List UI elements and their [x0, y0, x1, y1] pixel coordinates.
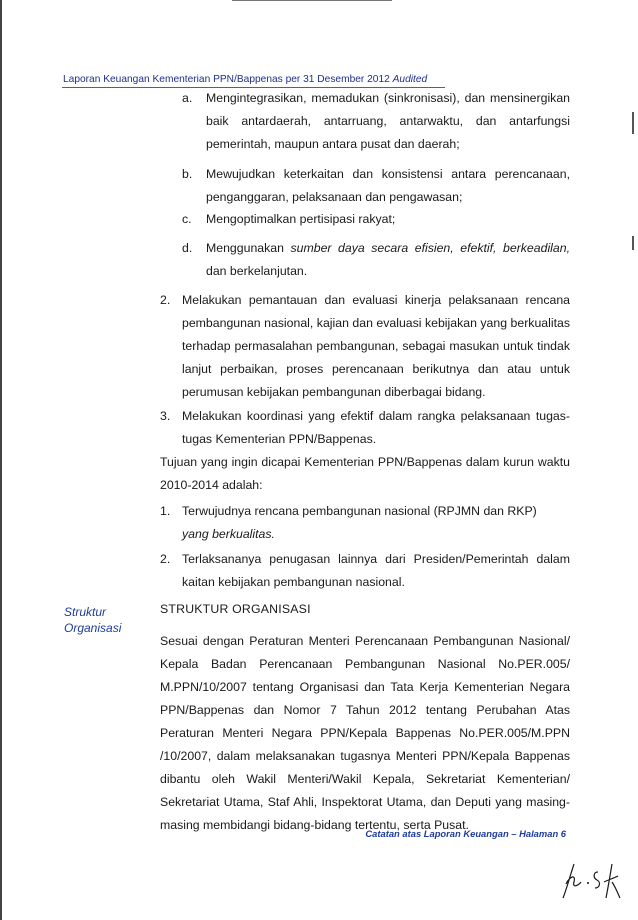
sub-item-marker-b: b.	[182, 167, 193, 181]
goals-intro: Tujuan yang ingin dicapai Kementerian PPN/Bappenas dalam kurun waktu 2010-2014 adalah:	[160, 455, 570, 492]
mission-item-marker-2: 2.	[160, 293, 171, 307]
sub-item-b: Mewujudkan keterkaitan dan konsistensi antara perencanaan, penganggaran, pelaksanaan dan pengawasan;	[206, 167, 570, 204]
header-title: Laporan Keuangan Kementerian PPN/Bappenas per 31 Desember 2012	[63, 74, 390, 85]
side-label-line1: Struktur	[64, 605, 107, 619]
sub-item-marker-c: c.	[182, 212, 192, 226]
scan-edge-top	[232, 0, 392, 1]
mission-item-2: Melakukan pemantauan dan evaluasi kinerja pelaksanaan rencana pembangunan nasional, kajian dan evaluasi kebijakan yang berkualitas terhadap permasalahan pembangunan, sebagai masukan untuk tindak lanjut perbaikan, proses perencanaan berikutnya dan atau untuk perumusan kebijakan pembangunan diberbagai bidang.	[182, 293, 570, 399]
goal-marker-2: 2.	[160, 552, 171, 566]
goal-1: Terwujudnya rencana pembangunan nasional (RPJMN dan RKP) yang berkualitas.	[182, 504, 537, 541]
sub-item-c: Mengoptimalkan pertisipasi rakyat;	[206, 212, 396, 226]
scan-mark	[632, 112, 634, 134]
sub-item-marker-d: d.	[182, 241, 193, 255]
scan-mark	[632, 236, 634, 250]
page-header	[63, 74, 427, 85]
sub-item-a: Mengintegrasikan, memadukan (sinkronisasi), dan mensinergikan baik antardaerah, antarruang, antarwaktu, dan antarfungsi pemerintah, maupun antara pusat dan daerah;	[206, 91, 570, 151]
section-title: STRUKTUR ORGANISASI	[160, 602, 311, 616]
mission-item-3: Melakukan koordinasi yang efektif dalam rangka pelaksanaan tugas-tugas Kementerian PPN/Bappenas.	[182, 409, 570, 446]
scan-edge-left	[0, 0, 2, 920]
signature-initials	[560, 858, 626, 902]
sub-item-d: Menggunakan sumber daya secara efisien, efektif, berkeadilan, dan berkelanjutan.	[206, 241, 571, 278]
mission-item-marker-3: 3.	[160, 409, 171, 423]
sub-item-marker-a: a.	[182, 91, 193, 105]
page-footer: Catatan atas Laporan Keuangan – Halaman 6	[365, 828, 566, 839]
goal-2: Terlaksananya penugasan lainnya dari Presiden/Pemerintah dalam kaitan kebijakan pembangunan nasional.	[182, 552, 570, 589]
side-label-line2: Organisasi	[64, 621, 122, 635]
section-body: Sesuai dengan Peraturan Menteri Perencanaan Pembangunan Nasional/ Kepala Badan Perencanaan Pembangunan Nasional No.PER.005/ M.PPN/10/2007 tentang Organisasi dan Tata Kerja Kementerian Negara PPN/Bappenas dan Nomor 7 Tahun 2012 tentang Perubahan Atas Peraturan Menteri Negara PPN/Kepala Bappenas No.PER.005/M.PPN /10/2007, dalam melaksanakan tugasnya Menteri PPN/Kepala Bappenas dibantu oleh Wakil Menteri/Wakil Kepala, Sekretariat Kementerian/ Sekretariat Utama, Staf Ahli, Inspektorat Utama, dan Deputi yang masing-masing membidangi bidang-bidang tertentu, serta Pusat.	[160, 634, 570, 832]
header-status: Audited	[392, 74, 428, 85]
side-label	[64, 604, 121, 636]
goal-marker-1: 1.	[160, 504, 171, 518]
